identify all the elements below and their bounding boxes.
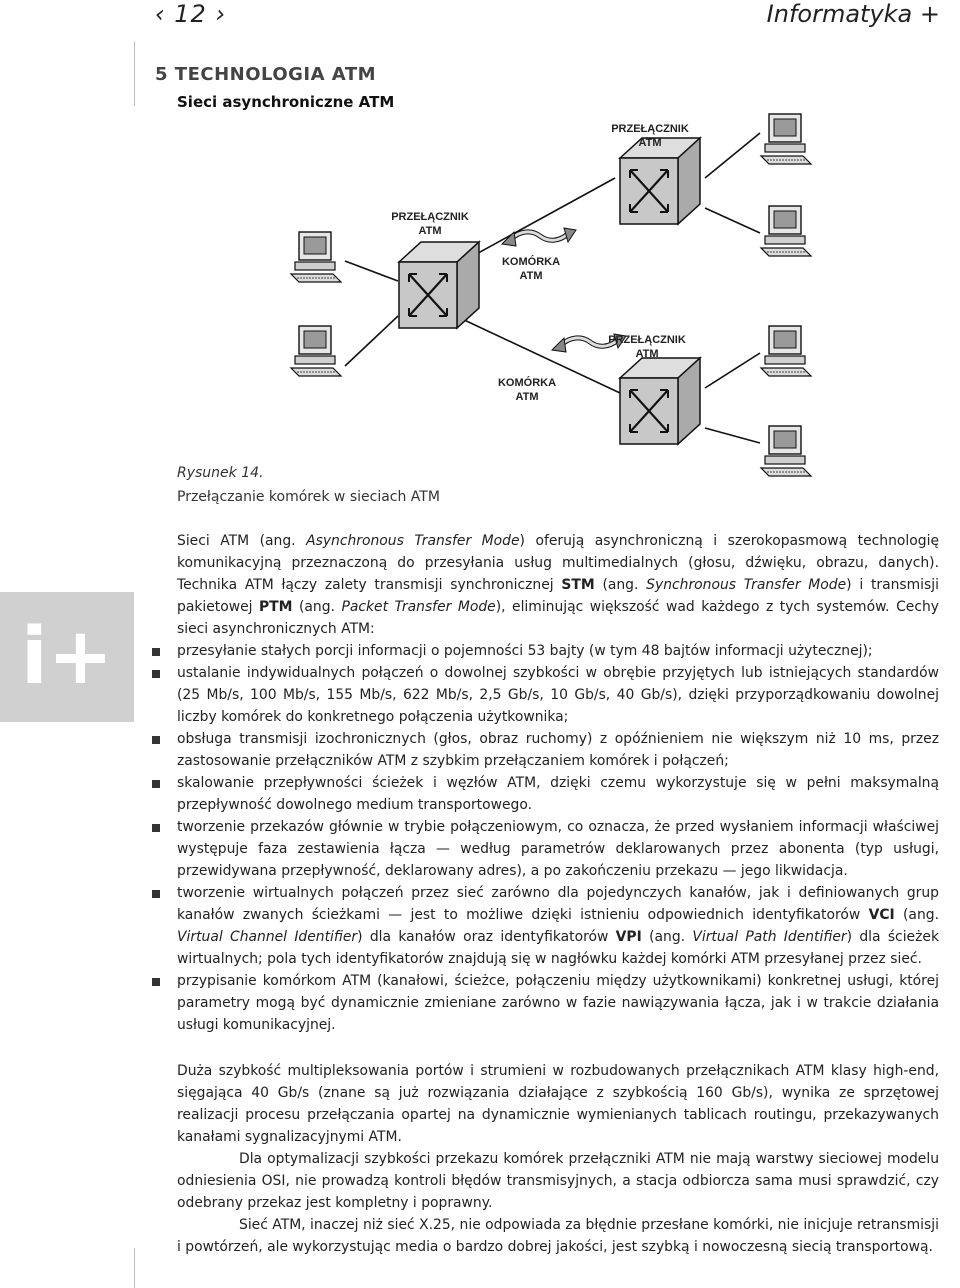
page-number: ‹ 12 › (155, 0, 226, 28)
computer-icon (761, 326, 811, 376)
list-item-text: przesyłanie stałych porcji informacji o pojemności 53 bajty (w tym 48 bajtów informacji użytecznej); (177, 643, 873, 659)
computer-icon (761, 426, 811, 476)
text-span: Virtual Path Identifier (692, 929, 847, 945)
section-title: 5 TECHNOLOGIA ATM (155, 64, 377, 85)
bullet-icon (152, 824, 160, 832)
magazine-title: Informatyka + (766, 0, 940, 28)
atm-switch-top (620, 138, 700, 224)
list-item-text: tworzenie przekazów głównie w trybie połączeniowym, co oznacza, że przed wysłaniem informacji właściwej występuje faza zestawienia łącza — według parametrów deklarowanych przez abonenta (typ usługi, przewidywana przepływność, deklarowany adres), a po zakończeniu przekazu — jego likwidacja. (177, 819, 939, 879)
atm-switch-left (399, 242, 479, 328)
body-text (177, 530, 939, 1036)
figure-caption-number: Rysunek 14. (177, 465, 264, 481)
label-switch-left-atm: ATM (418, 225, 442, 237)
label-cell-bottom-atm: ATM (515, 391, 539, 403)
list-item-text: skalowanie przepływności ścieżek i węzłów ATM, dzięki czemu wykorzystuje się w pełni maksymalną przepływność dowolnego medium transportowego. (177, 775, 939, 813)
computer-icon (291, 232, 341, 282)
list-item (177, 728, 939, 772)
list-item (177, 662, 939, 728)
text-span: (ang. (894, 907, 939, 923)
list-item (177, 640, 939, 662)
text-span: (ang. (641, 929, 693, 945)
bullet-icon (152, 670, 160, 678)
text-span: Sieci ATM (ang. (177, 533, 307, 549)
label-switch-bottom-atm: ATM (635, 348, 659, 360)
atm-network-diagram (260, 108, 960, 480)
info-plus-badge: i+ (0, 592, 134, 722)
computer-icon (291, 326, 341, 376)
text-span: Synchronous Transfer Mode (646, 577, 847, 593)
label-cell-top: KOMÓRKA (501, 256, 561, 268)
bullet-icon (152, 780, 160, 788)
list-item (177, 816, 939, 882)
section-subtitle: Sieci asynchroniczne ATM (177, 93, 395, 111)
list-item (177, 882, 939, 970)
label-switch-top-atm: ATM (638, 137, 662, 149)
text-span: ), eliminując większość wad każdego z tych systemów. Cechy sieci asynchronicznych ATM: (177, 599, 939, 637)
intro-paragraph (177, 530, 939, 640)
label-cell-bottom: KOMÓRKA (497, 377, 557, 389)
feature-list (177, 640, 939, 1036)
text-span: Asynchronous Transfer Mode (306, 533, 520, 549)
text-span: ) oferują asynchroniczną i szerokopasmową technologię komunikacyjną przeznaczoną do przesyłania usług multimedialnych (głosu, dźwięku, obrazu, danych). Technika ATM łączy zalety transmisji synchronicznej (177, 533, 939, 593)
computer-icon (761, 206, 811, 256)
paragraph: Dla optymalizacji szybkości przekazu komórek przełączniki ATM nie mają warstwy sieciowej modelu odniesienia OSI, nie prowadzą kontroli błędów transmisyjnych, a stacja odbiorcza sama musi sprawdzić, czy odebrany przekaz jest kompletny i poprawny. (177, 1151, 939, 1211)
text-span: ) i transmisji pakietowej (177, 577, 939, 615)
figure-caption-text: Przełączanie komórek w sieciach ATM (177, 489, 440, 505)
list-item-text: ustalanie indywidualnych połączeń o dowolnej szybkości w obrębie przyjętych lub istniejących standardów (25 Mb/s, 100 Mb/s, 155 Mb/s, 622 Mb/s, 2,5 Gb/s, 10 Gb/s, 40 Gb/s), dzięki przyporządkowaniu dowolnej liczby komórek do konkretnego połączenia użytkownika; (177, 665, 939, 725)
text-span: tworzenie wirtualnych połączeń przez sieć zarówno dla pojedynczych kanałów, jak i definiowanych grup kanałów zwanych ścieżkami — jest to możliwe dzięki istnieniu odpowiednich identyfikatorów (177, 885, 939, 923)
text-span: ) dla kanałów oraz identyfikatorów (357, 929, 616, 945)
paragraph: Duża szybkość multipleksowania portów i strumieni w rozbudowanych przełącznikach ATM klasy high-end, sięgająca 40 Gb/s (znane są już rozwiązania działające z szybkością 160 Gb/s), wynika ze sprzętowej realizacji procesu przełączania opartej na dynamicznie wymienianych tablicach routingu, przekazywanych kanałami sygnalizacyjnymi ATM. (177, 1063, 939, 1145)
list-item (177, 772, 939, 816)
label-cell-top-atm: ATM (519, 270, 543, 282)
label-switch-bottom: PRZEŁĄCZNIK (608, 334, 686, 346)
atm-cell-icon (502, 228, 576, 246)
bullet-icon (152, 648, 160, 656)
text-span: STM (561, 577, 595, 593)
text-span: (ang. (292, 599, 342, 615)
text-span: VCI (868, 907, 895, 923)
list-item (177, 970, 939, 1036)
text-span: Packet Transfer Mode (341, 599, 496, 615)
closing-paragraphs (177, 1060, 939, 1258)
text-span: ) dla ścieżek wirtualnych; pola tych identyfikatorów znajdują się w nagłówku każdej komórki ATM przesyłanej przez sieć. (177, 929, 939, 967)
atm-switch-bottom (620, 358, 700, 444)
bullet-icon (152, 978, 160, 986)
label-switch-top: PRZEŁĄCZNIK (611, 123, 689, 135)
text-span: (ang. (594, 577, 647, 593)
text-span: Virtual Channel Identifier (177, 929, 358, 945)
list-item-text: przypisanie komórkom ATM (kanałowi, ścieżce, połączeniu między użytkownikami) konkretnej usługi, której parametry mogą być dynamicznie zmieniane zarówno w fazie nawiązywania łącza, jak i w trakcie działania usługi komunikacyjnej. (177, 973, 939, 1033)
bullet-icon (152, 736, 160, 744)
list-item-text: obsługa transmisji izochronicznych (głos, obraz ruchomy) z opóźnieniem nie większym niż 10 ms, przez zastosowanie przełączników ATM z szybkim przełączaniem komórek i połączeń; (177, 731, 939, 769)
text-span: PTM (259, 599, 293, 615)
paragraph: Sieć ATM, inaczej niż sieć X.25, nie odpowiada za błędnie przesłane komórki, nie inicjuje retransmisji i powtórzeń, ale wykorzystując media o bardzo dobrej jakości, jest szybką i nowoczesną siecią transportową. (177, 1217, 939, 1255)
margin-rule (134, 42, 135, 106)
bullet-icon (152, 890, 160, 898)
label-switch-left: PRZEŁĄCZNIK (391, 211, 469, 223)
computer-icon (761, 114, 811, 164)
text-span: VPI (615, 929, 642, 945)
margin-rule-bottom (134, 1248, 135, 1288)
